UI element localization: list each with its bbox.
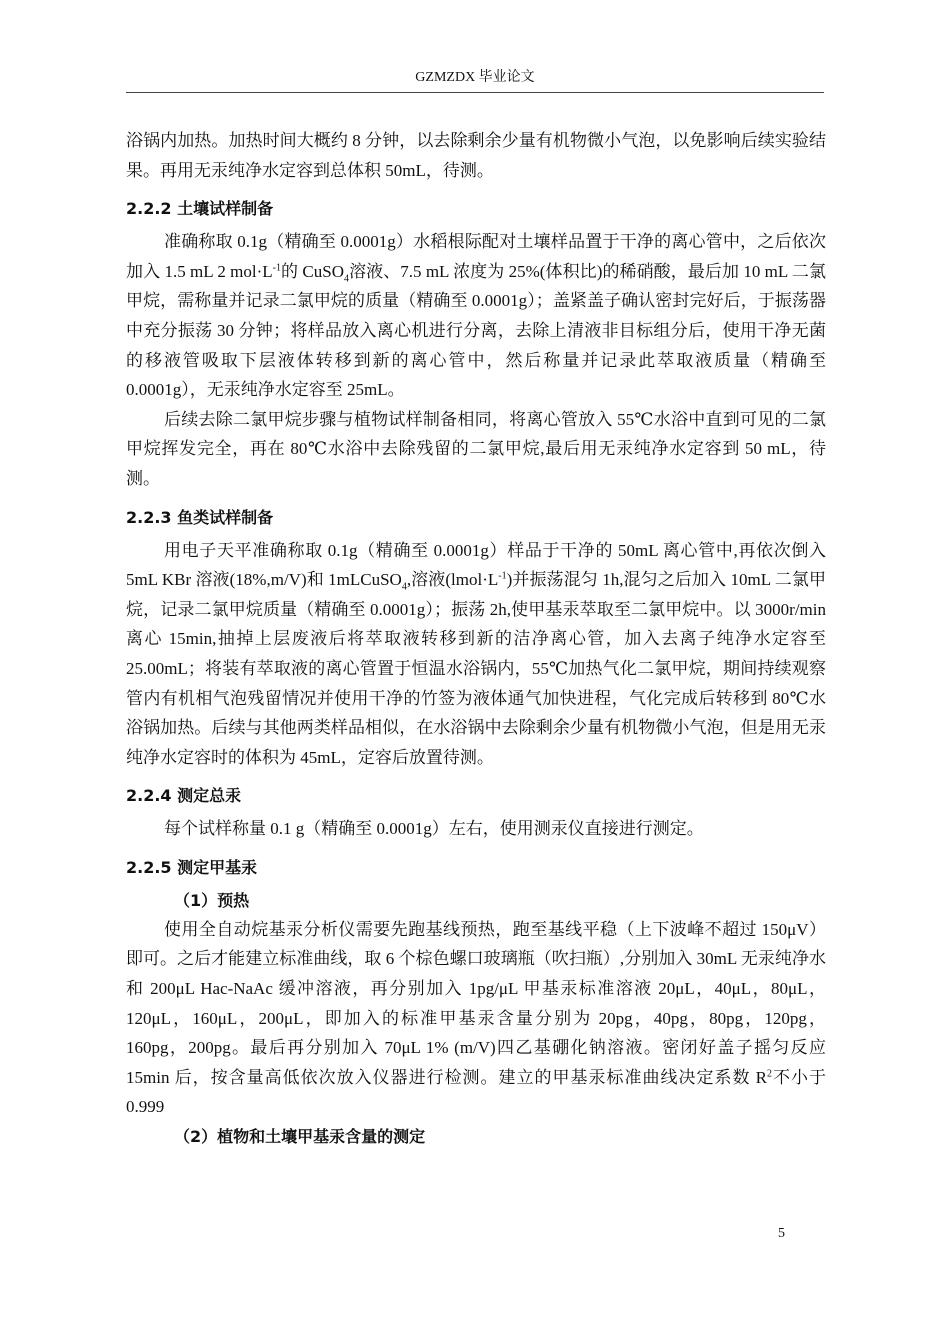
paragraph-fish-prep [126, 536, 826, 773]
paragraph-continued: 浴锅内加热。加热时间大概约 8 分钟，以去除剩余少量有机物微小气泡，以免影响后续实验结果。再用无汞纯净水定容到总体积 50mL，待测。 [126, 131, 826, 180]
page-number: 5 [778, 1226, 785, 1241]
paragraph-preheat [126, 915, 826, 1122]
text-run: ,溶液(lmol·L [406, 570, 499, 590]
section-heading-2-2-5: 2.2.5 测定甲基汞 [126, 857, 258, 877]
text-run: 用电子天平准确称取 0.1g（精确至 0.0001g）样品于干净的 50mL 离心管中,再依次倒入 5mL KBr 溶液(18%,m/V)和 1mLCuSO [126, 540, 826, 590]
superscript: -1 [498, 570, 507, 582]
subscript: 4 [344, 273, 349, 285]
subscript: 4 [401, 581, 407, 593]
subheading-preheat: （1）预热 [174, 890, 250, 910]
section-heading-2-2-4: 2.2.4 测定总汞 [126, 786, 242, 806]
subheading-plant-soil-measurement: （2）植物和土壤甲基汞含量的测定 [174, 1127, 426, 1147]
section-heading-2-2-2: 2.2.2 土壤试样制备 [126, 199, 274, 219]
paragraph-soil-prep [126, 227, 826, 405]
superscript: 2 [767, 1068, 773, 1080]
paragraph-soil-followup: 后续去除二氯甲烷步骤与植物试样制备相同，将离心管放入 55℃水浴中直到可见的二氯甲烷挥发完全，再在 80℃水浴中去除残留的二氯甲烷,最后用无汞纯净水定容到 50 mL，待测。 [126, 409, 826, 488]
text-run: 的 CuSO [280, 261, 344, 281]
paragraph-total-mercury: 每个试样称量 0.1 g（精确至 0.0001g）左右，使用测汞仪直接进行测定。 [164, 819, 704, 839]
text-run: 使用全自动烷基汞分析仪需要先跑基线预热，跑至基线平稳（上下波峰不超过 150μV）即可。之后才能建立标准曲线，取 6 个棕色螺口玻璃瓶（吹扫瓶）,分别加入 30mL 无汞纯净水和 200μL Hac-NaAc 缓冲溶液，再分别加入 1pg/μL 甲基汞标准溶液 20μL，40μL，80μL，120μL，160μL，200μL，即加入的标准甲基汞含量分别为 20pg，40pg，80pg，120pg，160pg，200pg。最后再分别加入 70μL 1% (m/V)四乙基硼化钠溶液。密闭好盖子摇匀反应 15min 后，按含量高低依次放入仪器进行检测。建立的甲基汞标准曲线决定系数 R [126, 919, 826, 1087]
running-header: GZMZDX 毕业论文 [415, 70, 535, 85]
text-run: 准确称取 0.1g（精确至 0.0001g）水稻根际配对土壤样品置于干净的离心管中，之后依次加入 1.5 mL 2 mol·L [126, 232, 826, 281]
section-heading-2-2-3: 2.2.3 鱼类试样制备 [126, 507, 274, 527]
header-rule [126, 92, 824, 93]
body-text [126, 126, 826, 1151]
text-run: 不小于 0.999 [126, 1067, 826, 1117]
superscript: -1 [272, 262, 281, 274]
text-run: )并振荡混匀 1h,混匀之后加入 10mL 二氯甲烷，记录二氯甲烷质量（精确至 0.0001g）；振荡 2h,使甲基汞萃取至二氯甲烷中。以 3000r/min 离心 15min,抽掉上层废液后将萃取液转移到新的洁净离心管，加入去离子纯净水定容至 25.00mL；将装有萃取液的离心管置于恒温水浴锅内，55℃加热气化二氯甲烷，期间持续观察管内有机相气泡残留情况并使用干净的竹签为液体通气加快进程，气化完成后转移到 80℃水浴锅加热。后续与其他两类样品相似，在水浴锅中去除剩余少量有机物微小气泡，但是用无汞纯净水定容时的体积为 45mL，定容后放置待测。 [126, 570, 826, 767]
text-run: 溶液、7.5 mL 浓度为 25%(体积比)的稀硝酸，最后加 10 mL 二氯甲烷，需称量并记录二氯甲烷的质量（精确至 0.0001g）；盖紧盖子确认密封完好后，于振荡器中充分振荡 30 分钟；将样品放入离心机进行分离，去除上清液非目标组分后，使用干净无菌的移液管吸取下层液体转移到新的离心管中，然后称量并记录此萃取液质量（精确至 0.0001g），无汞纯净水定容至 25mL。 [126, 261, 827, 400]
